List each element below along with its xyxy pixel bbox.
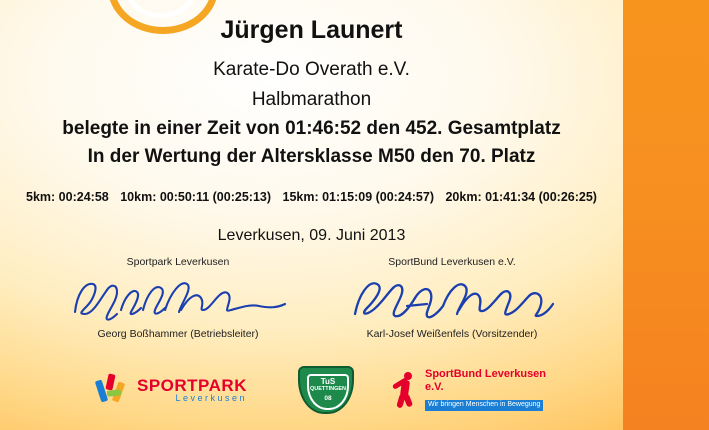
tus-logo-line3: 08 — [324, 395, 332, 402]
sportpark-mark-icon — [96, 372, 132, 408]
split-20km: 20km: 01:41:34 (00:26:25) — [445, 190, 597, 204]
result-agegroup-place: In der Wertung der Altersklasse M50 den 70. Platz — [87, 146, 536, 167]
signature-name: Karl-Josef Weißenfels (Vorsitzender) — [366, 328, 538, 340]
sportbund-runner-icon — [388, 371, 422, 409]
sponsor-logos — [0, 366, 623, 418]
runner-name: Jürgen Launert — [220, 16, 403, 44]
side-band — [623, 0, 709, 430]
signature-block-sportpark — [48, 256, 308, 340]
signature-name: Georg Boßhammer (Betriebsleiter) — [97, 328, 259, 340]
tus-shield-icon — [298, 366, 354, 414]
sportpark-logo — [96, 370, 266, 410]
sportpark-logo-line1: SPORTPARK — [137, 376, 247, 395]
place-and-date: Leverkusen, 09. Juni 2013 — [217, 227, 406, 244]
signature-organisation: SportBund Leverkusen e.V. — [388, 256, 516, 268]
split-15km: 15km: 01:15:09 (00:24:57) — [282, 190, 434, 204]
result-overall-place: belegte in einer Zeit von 01:46:52 den 452. Gesamtplatz — [62, 118, 561, 139]
split-times — [0, 190, 623, 204]
signature-scribble-icon — [322, 270, 582, 328]
sportbund-logo-line2: Wir bringen Menschen in Bewegung — [425, 400, 543, 410]
runner-club: Karate-Do Overath e.V. — [213, 59, 410, 80]
tus-logo-line2: QUETTINGEN — [309, 386, 347, 392]
tus-quettingen-logo — [298, 366, 356, 416]
signature-block-sportbund — [322, 256, 582, 340]
sportbund-logo-line1: SportBund Leverkusen e.V. — [425, 368, 547, 393]
tus-logo-line1: TuS — [320, 377, 336, 386]
signature-organisation: Sportpark Leverkusen — [126, 256, 230, 268]
sportpark-logo-line2: Leverkusen — [175, 393, 247, 403]
split-5km: 5km: 00:24:58 — [26, 190, 109, 204]
signature-scribble-icon — [48, 270, 308, 328]
event-name: Halbmarathon — [251, 89, 372, 110]
split-10km: 10km: 00:50:11 (00:25:13) — [120, 190, 272, 204]
sportbund-logo — [388, 370, 564, 410]
